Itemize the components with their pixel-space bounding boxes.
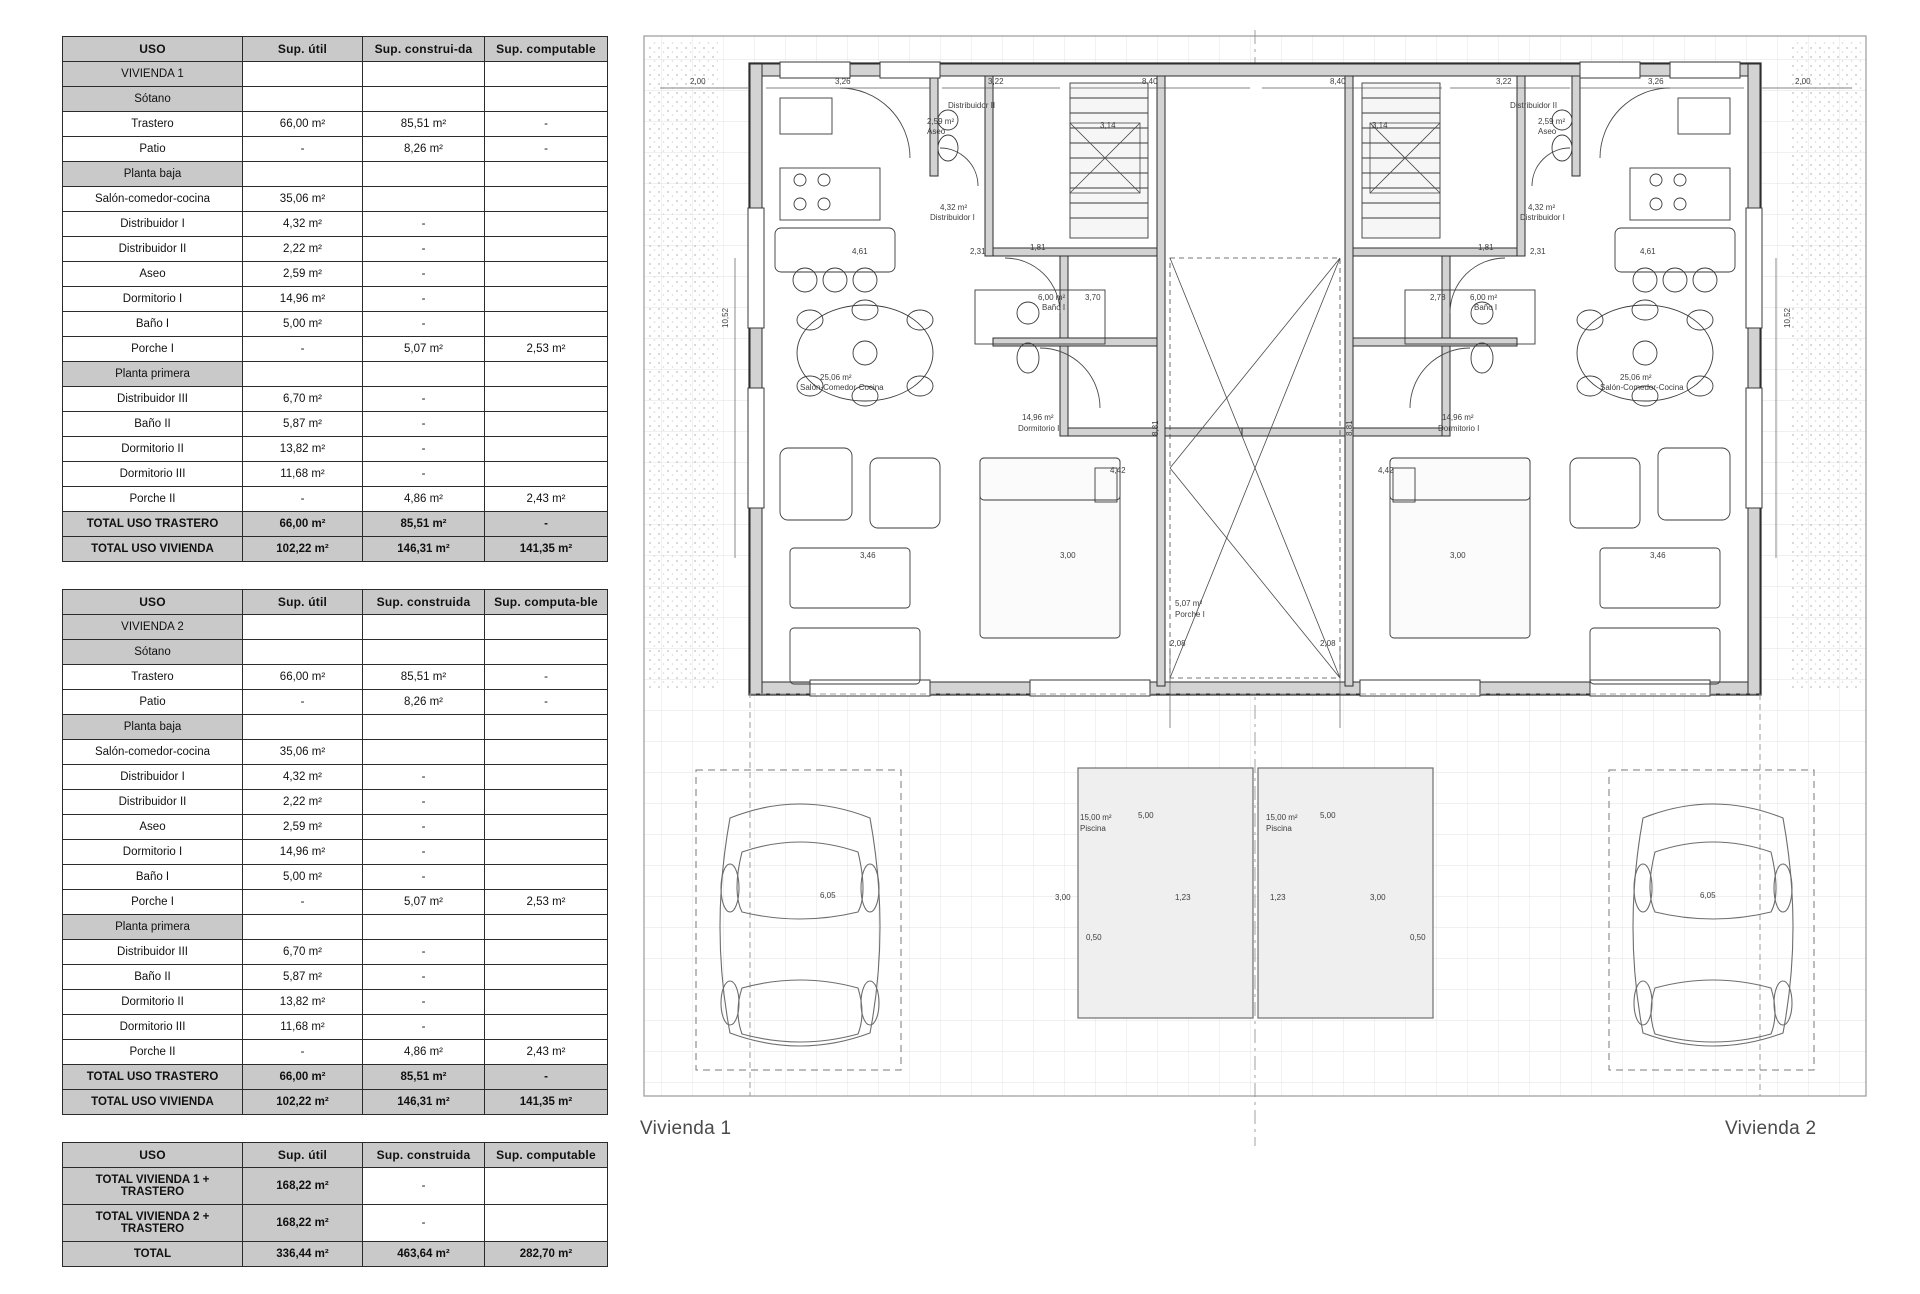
svg-text:Dormitorio I: Dormitorio I (1438, 424, 1480, 433)
svg-text:3,46: 3,46 (1650, 551, 1666, 560)
col-header-computable: Sup. computable (485, 1143, 608, 1168)
svg-text:2,08: 2,08 (1170, 639, 1186, 648)
svg-text:Dormitorio I: Dormitorio I (1018, 424, 1060, 433)
table-totales (62, 1142, 608, 1267)
table-vivienda-1 (62, 36, 608, 562)
row-label: Dormitorio III (63, 462, 243, 487)
svg-text:2,08: 2,08 (1320, 639, 1336, 648)
svg-text:25,06 m²: 25,06 m² (1620, 373, 1652, 382)
svg-text:6,05: 6,05 (820, 891, 836, 900)
table-row: Porche II - 4,86 m² 2,43 m² (63, 487, 608, 512)
row-label: VIVIENDA 1 (63, 62, 243, 87)
table-row: Baño II 5,87 m² - (63, 412, 608, 437)
row-label: Dormitorio II (63, 437, 243, 462)
row-label: Baño I (63, 312, 243, 337)
table-row: Patio - 8,26 m² - (63, 137, 608, 162)
table-total-row: TOTAL USO TRASTERO 66,00 m² 85,51 m² - (63, 1065, 608, 1090)
svg-text:4,61: 4,61 (1640, 247, 1656, 256)
svg-text:3,22: 3,22 (988, 77, 1004, 86)
row-label: Distribuidor II (63, 790, 243, 815)
table-total-row: TOTAL VIVIENDA 2 + TRASTERO 168,22 m² - (63, 1205, 608, 1242)
table-total-row: TOTAL VIVIENDA 1 + TRASTERO 168,22 m² - (63, 1168, 608, 1205)
row-label: Distribuidor III (63, 387, 243, 412)
col-header-uso: USO (63, 37, 243, 62)
svg-text:0,50: 0,50 (1410, 933, 1426, 942)
svg-text:3,22: 3,22 (1496, 77, 1512, 86)
row-label: Dormitorio III (63, 1015, 243, 1040)
row-label: Baño II (63, 965, 243, 990)
row-label: Salón-comedor-cocina (63, 740, 243, 765)
row-label: Dormitorio I (63, 287, 243, 312)
table-row: Dormitorio I 14,96 m² - (63, 287, 608, 312)
svg-text:6,05: 6,05 (1700, 891, 1716, 900)
svg-text:Salón-Comedor-Cocina: Salón-Comedor-Cocina (800, 383, 884, 392)
table-row: Dormitorio III 11,68 m² - (63, 462, 608, 487)
table-row: Salón-comedor-cocina 35,06 m² (63, 740, 608, 765)
svg-text:6,00 m²: 6,00 m² (1038, 293, 1066, 302)
col-header-computable: Sup. computa-ble (485, 590, 608, 615)
table-row: Distribuidor III 6,70 m² - (63, 940, 608, 965)
row-label: Distribuidor III (63, 940, 243, 965)
row-label: Dormitorio II (63, 990, 243, 1015)
row-label: TOTAL USO TRASTERO (63, 1065, 243, 1090)
row-label: Planta primera (63, 915, 243, 940)
svg-text:15,00 m²: 15,00 m² (1080, 813, 1112, 822)
table-row: Aseo 2,59 m² - (63, 262, 608, 287)
svg-text:3,14: 3,14 (1100, 121, 1116, 130)
svg-text:3,70: 3,70 (1085, 293, 1101, 302)
svg-text:Baño I: Baño I (1042, 303, 1066, 312)
svg-text:4,42: 4,42 (1378, 466, 1394, 475)
svg-text:5,00: 5,00 (1138, 811, 1154, 820)
svg-text:Piscina: Piscina (1266, 824, 1292, 833)
table-row: Baño I 5,00 m² - (63, 865, 608, 890)
svg-text:2,31: 2,31 (1530, 247, 1546, 256)
pool-left (1078, 768, 1253, 1018)
row-label: Distribuidor I (63, 212, 243, 237)
svg-text:Baño I: Baño I (1474, 303, 1498, 312)
svg-text:4,32 m²: 4,32 m² (1528, 203, 1556, 212)
row-label: TOTAL VIVIENDA 1 + TRASTERO (63, 1168, 243, 1205)
plan-caption-vivienda-2: Vivienda 2 (1725, 1118, 1817, 1139)
table-header-row (63, 1143, 608, 1168)
table-row: Dormitorio II 13,82 m² - (63, 437, 608, 462)
svg-text:2,59 m²: 2,59 m² (927, 117, 955, 126)
table-row: Trastero 66,00 m² 85,51 m² - (63, 112, 608, 137)
svg-text:3,00: 3,00 (1450, 551, 1466, 560)
table-row (63, 87, 608, 112)
table-row (63, 62, 608, 87)
svg-text:14,96 m²: 14,96 m² (1442, 413, 1474, 422)
table-total-row: TOTAL USO VIVIENDA 102,22 m² 146,31 m² 141,35 m² (63, 1090, 608, 1115)
table-row: Dormitorio III 11,68 m² - (63, 1015, 608, 1040)
row-label: TOTAL USO TRASTERO (63, 512, 243, 537)
svg-text:8,81: 8,81 (1345, 420, 1354, 436)
svg-text:3,00: 3,00 (1060, 551, 1076, 560)
row-label: Trastero (63, 112, 243, 137)
svg-text:10,52: 10,52 (1783, 307, 1792, 328)
table-row: Dormitorio I 14,96 m² - (63, 840, 608, 865)
svg-text:25,06 m²: 25,06 m² (820, 373, 852, 382)
table-row: Porche I - 5,07 m² 2,53 m² (63, 890, 608, 915)
col-header-construida: Sup. construi-da (363, 37, 485, 62)
table-total-row: TOTAL 336,44 m² 463,64 m² 282,70 m² (63, 1242, 608, 1267)
svg-text:3,26: 3,26 (1648, 77, 1664, 86)
svg-text:6,00 m²: 6,00 m² (1470, 293, 1498, 302)
row-label: Dormitorio I (63, 840, 243, 865)
table-row: Baño I 5,00 m² - (63, 312, 608, 337)
table-row: Patio - 8,26 m² - (63, 690, 608, 715)
table-vivienda-2 (62, 589, 608, 1115)
table-row: Baño II 5,87 m² - (63, 965, 608, 990)
table-total-row: TOTAL USO TRASTERO 66,00 m² 85,51 m² - (63, 512, 608, 537)
table-row (63, 915, 608, 940)
row-label: TOTAL USO VIVIENDA (63, 537, 243, 562)
col-header-util: Sup. útil (243, 37, 363, 62)
row-label: TOTAL USO VIVIENDA (63, 1090, 243, 1115)
col-header-util: Sup. útil (243, 1143, 363, 1168)
table-header-row (63, 590, 608, 615)
row-label: Salón-comedor-cocina (63, 187, 243, 212)
row-label: Baño I (63, 865, 243, 890)
svg-text:Aseo: Aseo (1538, 127, 1557, 136)
table-row (63, 715, 608, 740)
table-total-row: TOTAL USO VIVIENDA 102,22 m² 146,31 m² 141,35 m² (63, 537, 608, 562)
table-row (63, 640, 608, 665)
row-label: Planta baja (63, 162, 243, 187)
row-label: Patio (63, 137, 243, 162)
table-row: Distribuidor I 4,32 m² - (63, 765, 608, 790)
row-label: Distribuidor I (63, 765, 243, 790)
table-row: Distribuidor II 2,22 m² - (63, 237, 608, 262)
building-envelope (750, 64, 1760, 694)
svg-text:3,00: 3,00 (1055, 893, 1071, 902)
svg-text:2,59 m²: 2,59 m² (1538, 117, 1566, 126)
table-row: Distribuidor II 2,22 m² - (63, 790, 608, 815)
row-label: Planta baja (63, 715, 243, 740)
svg-text:2,00: 2,00 (1795, 77, 1811, 86)
svg-text:5,07 m²: 5,07 m² (1175, 599, 1203, 608)
table-row (63, 615, 608, 640)
svg-text:10,52: 10,52 (721, 307, 730, 328)
row-label: Aseo (63, 815, 243, 840)
svg-text:Distribuidor I: Distribuidor I (1520, 213, 1565, 222)
row-label: TOTAL (63, 1242, 243, 1267)
svg-text:3,14: 3,14 (1372, 121, 1388, 130)
svg-text:0,50: 0,50 (1086, 933, 1102, 942)
plan-caption-vivienda-1: Vivienda 1 (640, 1118, 732, 1139)
row-label: Patio (63, 690, 243, 715)
svg-text:2,00: 2,00 (690, 77, 706, 86)
row-label: TOTAL VIVIENDA 2 + TRASTERO (63, 1205, 243, 1242)
svg-text:1,23: 1,23 (1270, 893, 1286, 902)
col-header-uso: USO (63, 590, 243, 615)
svg-text:8,40: 8,40 (1330, 77, 1346, 86)
svg-text:3,26: 3,26 (835, 77, 851, 86)
row-label: Distribuidor II (63, 237, 243, 262)
svg-text:2,31: 2,31 (970, 247, 986, 256)
table-row: Salón-comedor-cocina 35,06 m² (63, 187, 608, 212)
svg-text:3,46: 3,46 (860, 551, 876, 560)
svg-text:2,78: 2,78 (1430, 293, 1446, 302)
table-header-row (63, 37, 608, 62)
table-row: Aseo 2,59 m² - (63, 815, 608, 840)
svg-text:5,00: 5,00 (1320, 811, 1336, 820)
col-header-computable: Sup. computable (485, 37, 608, 62)
svg-text:8,81: 8,81 (1151, 420, 1160, 436)
svg-text:3,00: 3,00 (1370, 893, 1386, 902)
svg-text:Salón-Comedor-Cocina: Salón-Comedor-Cocina (1600, 383, 1684, 392)
table-row: Porche II - 4,86 m² 2,43 m² (63, 1040, 608, 1065)
svg-text:Distribuidor I: Distribuidor I (930, 213, 975, 222)
svg-text:Porche I: Porche I (1175, 610, 1205, 619)
svg-text:Aseo: Aseo (927, 127, 946, 136)
svg-text:4,32 m²: 4,32 m² (940, 203, 968, 212)
floor-plan-drawing (630, 28, 1880, 1163)
table-row: Dormitorio II 13,82 m² - (63, 990, 608, 1015)
table-row: Porche I - 5,07 m² 2,53 m² (63, 337, 608, 362)
col-header-util: Sup. útil (243, 590, 363, 615)
svg-text:Piscina: Piscina (1080, 824, 1106, 833)
svg-text:8,40: 8,40 (1142, 77, 1158, 86)
svg-text:1,81: 1,81 (1030, 243, 1046, 252)
table-row: Trastero 66,00 m² 85,51 m² - (63, 665, 608, 690)
plan-svg (630, 28, 1880, 1148)
svg-text:1,23: 1,23 (1175, 893, 1191, 902)
row-label: Porche I (63, 890, 243, 915)
row-label: Porche I (63, 337, 243, 362)
row-label: Baño II (63, 412, 243, 437)
row-label: Porche II (63, 487, 243, 512)
row-label: Sótano (63, 87, 243, 112)
table-row (63, 162, 608, 187)
surface-tables-column (62, 36, 607, 1294)
svg-text:14,96 m²: 14,96 m² (1022, 413, 1054, 422)
svg-text:Distribuidor II: Distribuidor II (1510, 101, 1558, 110)
col-header-construida: Sup. construida (363, 1143, 485, 1168)
row-label: Sótano (63, 640, 243, 665)
row-label: Trastero (63, 665, 243, 690)
row-label: Porche II (63, 1040, 243, 1065)
row-label: Aseo (63, 262, 243, 287)
col-header-construida: Sup. construida (363, 590, 485, 615)
row-label: Planta primera (63, 362, 243, 387)
svg-text:Distribuidor II: Distribuidor II (948, 101, 996, 110)
table-row: Distribuidor I 4,32 m² - (63, 212, 608, 237)
svg-text:1,81: 1,81 (1478, 243, 1494, 252)
svg-text:15,00 m²: 15,00 m² (1266, 813, 1298, 822)
row-label: VIVIENDA 2 (63, 615, 243, 640)
table-row (63, 362, 608, 387)
svg-text:4,42: 4,42 (1110, 466, 1126, 475)
svg-text:4,61: 4,61 (852, 247, 868, 256)
table-row: Distribuidor III 6,70 m² - (63, 387, 608, 412)
col-header-uso: USO (63, 1143, 243, 1168)
